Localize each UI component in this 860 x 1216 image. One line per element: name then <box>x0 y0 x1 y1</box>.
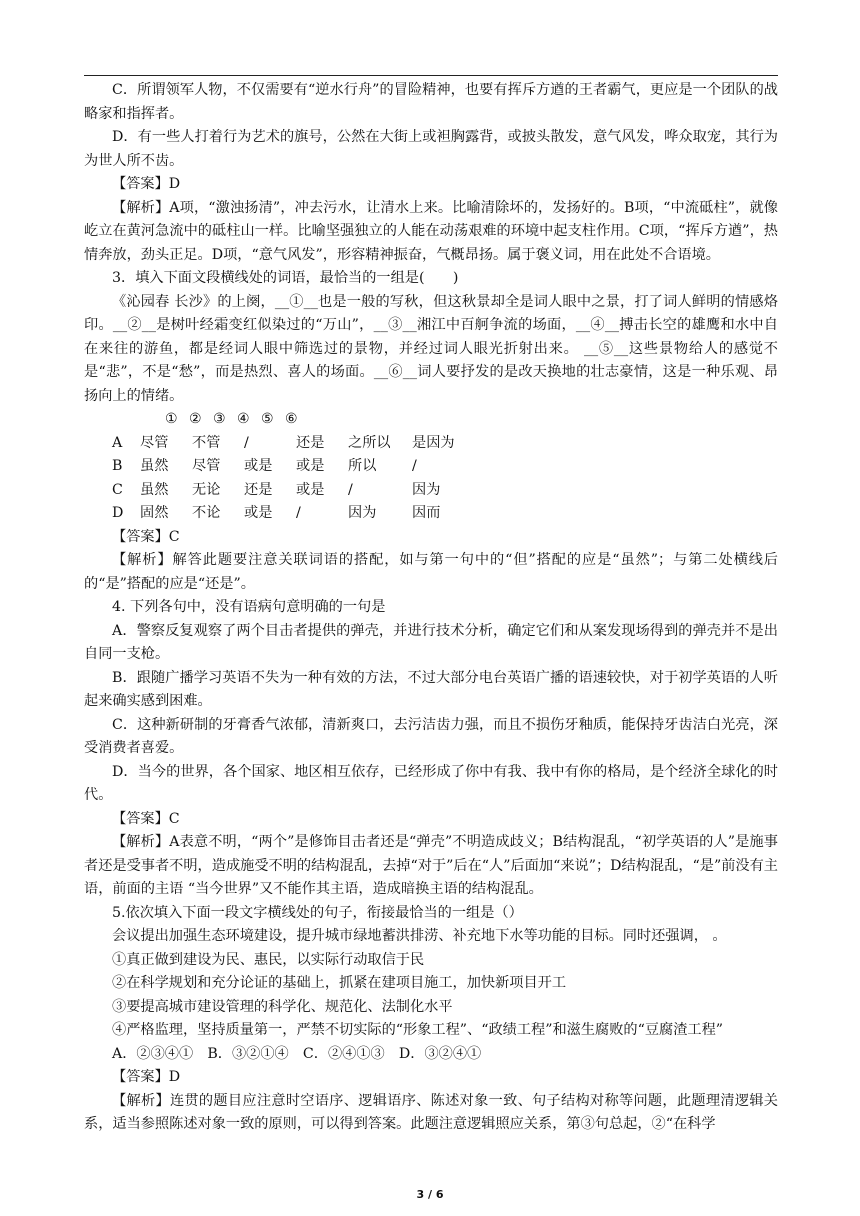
q5-answer: 【答案】D <box>112 1069 181 1085</box>
option-word: 无论 <box>192 481 221 498</box>
option-word: 不管 <box>192 434 221 451</box>
option-word: 尽管 <box>140 434 169 451</box>
q2-answer: 【答案】D <box>112 176 181 192</box>
q3-header-6: ⑥ <box>285 411 298 427</box>
q4-option-c: C．这种新研制的牙膏香气浓郁，清新爽口，去污洁齿力强，而且不损伤牙釉质，能保持牙齿洁白光亮，深受消费者喜爱。 <box>84 716 778 756</box>
option-word: / <box>296 505 301 521</box>
q4-option-b: B．跟随广播学习英语不失为一种有效的方法，不过大部分电台英语广播的语速较快，对于初学英语的人听起来确实感到困难。 <box>84 669 778 709</box>
option-word: 不论 <box>192 505 221 521</box>
q3-passage: 《沁园春 长沙》的上阕，__①__也是一般的写秋，但这秋景却全是词人眼中之景，打了词人鲜明的情感烙印。__②__是树叶经霜变红似染过的“万山”，__③__湘江中百舸争流的场面，__④__搏击长空的雄鹰和水中自在来往的游鱼，都是经词人眼中筛选过的景物，并经过词人眼光折射出来。 __⑤__这些景物给人的感觉不是“悲”，不是“愁”，而是热烈、喜人的场面。__⑥__词人要抒发的是改天换地的壮志豪情，这是一种乐观、昂扬向上的情绪。 <box>84 293 778 404</box>
q3-blank-header <box>84 408 778 432</box>
page-number: 3 / 6 <box>416 1188 444 1201</box>
q5-sentence-3: ③要提高城市建设管理的科学化、规范化、法制化水平 <box>112 998 453 1015</box>
option-letter: D <box>112 505 124 521</box>
q4-analysis: 【解析】A表意不明，“两个”是修饰目击者还是“弹壳”不明造成歧义；B结构混乱，“初学英语的人”是施事者还是受事者不明，造成施受不明的结构混乱，去掉“对于”后在“人”后面加“来说”；D结构混乱，“是”前没有主语，前面的主语 “当今世界”又不能作其主语，造成暗换主语的结构混乱。 <box>84 834 778 897</box>
q4-option-d: D．当今的世界，各个国家、地区相互依存，已经形成了你中有我、我中有你的格局，是个经济全球化的时代。 <box>84 763 778 803</box>
q3-header-1: ① <box>165 411 178 427</box>
q5-analysis: 【解析】连贯的题目应注意时空语序、逻辑语序、陈述对象一致、句子结构对称等问题，此题理清逻辑关系，适当参照陈述对象一致的原则，可以得到答案。此题注意逻辑照应关系，第③句总起，②“在科学 <box>84 1092 778 1132</box>
q5-sentence-2: ②在科学规划和充分论证的基础上，抓紧在建项目施工，加快新项目开工 <box>112 975 567 991</box>
option-word: 所以 <box>348 458 377 474</box>
option-letter: A <box>112 434 123 451</box>
option-word: 或是 <box>296 481 325 498</box>
option-letter: B <box>112 458 123 474</box>
q2-analysis: 【解析】A项，“激浊扬清”，冲去污水，让清水上来。比喻清除坏的，发扬好的。B项，“中流砥柱”，就像屹立在黄河急流中的砥柱山一样。比喻坚强独立的人能在动荡艰难的环境中起支柱作用。C项，“挥斥方遒”，热情奔放，劲头正足。D项，“意气风发”，形容精神振奋，气概昂扬。属于褒义词，用在此处不合语境。 <box>84 199 778 263</box>
option-word: 或是 <box>244 458 273 474</box>
option-word: 因而 <box>412 505 441 521</box>
q3-header-2: ② <box>189 411 202 427</box>
q4-answer: 【答案】C <box>112 810 180 827</box>
q4-stem: 4. 下列各句中，没有语病句意明确的一句是 <box>112 599 386 615</box>
option-word: 因为 <box>412 481 441 498</box>
option-word: 是因为 <box>412 434 455 451</box>
option-word: / <box>244 434 249 451</box>
option-word: 还是 <box>244 481 273 498</box>
option-letter: C <box>112 481 123 498</box>
option-word: 因为 <box>348 505 377 521</box>
option-word: / <box>348 481 353 498</box>
header-rule <box>84 75 778 76</box>
option-word: 虽然 <box>140 458 169 474</box>
q5-sentence-1: ①真正做到建设为民、惠民，以实际行动取信于民 <box>112 951 425 968</box>
option-word: 尽管 <box>192 458 221 474</box>
q3-answer: 【答案】C <box>112 528 180 545</box>
q3-option-row <box>84 502 778 526</box>
q3-header-3: ③ <box>213 411 226 427</box>
q5-stem: 5.依次填入下面一段文字横线处的句子，衔接最恰当的一组是（） <box>112 904 523 921</box>
option-word: 虽然 <box>140 481 169 498</box>
option-word: 或是 <box>296 458 325 474</box>
q2-option-d: D．有一些人打着行为艺术的旗号，公然在大街上或袒胸露背，或披头散发，意气风发，哗众取宠，其行为为世人所不齿。 <box>84 129 778 169</box>
option-word: 之所以 <box>348 434 391 451</box>
q3-analysis: 【解析】解答此题要注意关联词语的搭配，如与第一句中的“但”搭配的应是“虽然”；与第二处横线后的“是”搭配的应是“还是”。 <box>84 552 778 592</box>
document-page <box>84 79 778 1137</box>
option-word: / <box>412 458 417 474</box>
option-word: 还是 <box>296 434 325 451</box>
q4-option-a: A．警察反复观察了两个目击者提供的弹壳，并进行技术分析，确定它们和从案发现场得到的弹壳并不是出自同一支枪。 <box>84 622 778 662</box>
q3-option-row <box>84 432 778 456</box>
q3-option-row <box>84 479 778 503</box>
option-word: 或是 <box>244 505 273 521</box>
q3-header-4: ④ <box>237 411 250 427</box>
q3-header-5: ⑤ <box>261 411 274 427</box>
q3-option-row <box>84 455 778 479</box>
q2-option-c: C．所谓领军人物，不仅需要有“逆水行舟”的冒险精神，也要有挥斥方遒的王者霸气，更应是一个团队的战略家和指挥者。 <box>84 82 778 122</box>
q5-sentence-4: ④严格监理，坚持质量第一，严禁不切实际的“形象工程”、“政绩工程”和滋生腐败的“豆腐渣工程” <box>112 1022 724 1038</box>
q3-options-table <box>84 432 778 526</box>
q3-stem: 3．填入下面文段横线处的词语，最恰当的一组是( ) <box>112 270 459 286</box>
q5-passage: 会议提出加强生态环境建设，提升城市绿地蓄洪排涝、补充地下水等功能的目标。同时还强调， 。 <box>112 928 727 944</box>
option-word: 固然 <box>140 505 169 521</box>
q5-choices: A．②③④① B．③②①④ C．②④①③ D．③②④① <box>112 1045 482 1062</box>
